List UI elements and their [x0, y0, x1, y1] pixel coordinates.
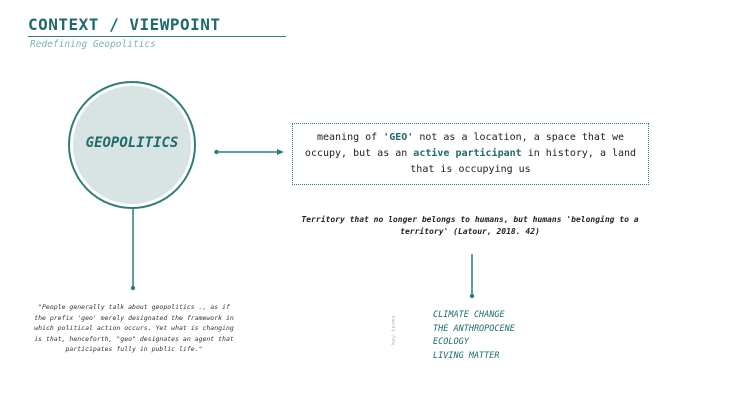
key-term-item: THE ANTHROPOCENE — [433, 323, 515, 334]
title-underline — [28, 36, 286, 37]
connector-arrow-right — [214, 149, 286, 155]
key-terms-label: key terms — [391, 315, 397, 345]
definition-middle: not as a location, a space that we occupy, but as an — [304, 132, 625, 159]
definition-prefix: meaning of — [316, 132, 384, 143]
connector-line-left — [130, 208, 136, 292]
latour-quote: Territory that no longer belongs to humans, but humans 'belonging to a territory' (Latour, 2018. 42) — [301, 215, 639, 236]
geopolitics-quote: "People generally talk about geopolitics ., as if the prefix 'geo' merely designated the framework in which political action occurs. Yet what is changing is that, henceforth, "geo" designates an agent that participates fully in public life." — [34, 303, 234, 353]
active-participant-term: active participant — [413, 148, 522, 159]
definition-box — [292, 123, 649, 185]
geopolitics-label: GEOPOLITICS — [85, 135, 179, 151]
connector-line-right — [469, 254, 475, 300]
key-term-item: ECOLOGY — [433, 337, 469, 347]
key-term-item: CLIMATE CHANGE — [433, 310, 505, 320]
key-terms-list — [433, 309, 515, 363]
definition-text — [301, 130, 640, 178]
page-title: CONTEXT / VIEWPOINT — [28, 15, 221, 34]
key-term-item: LIVING MATTER — [433, 350, 500, 361]
page-subtitle: Redefining Geopolitics — [30, 39, 156, 50]
geo-term: 'GEO' — [383, 132, 414, 143]
definition-suffix: in history, a land that is occupying us — [410, 148, 637, 175]
